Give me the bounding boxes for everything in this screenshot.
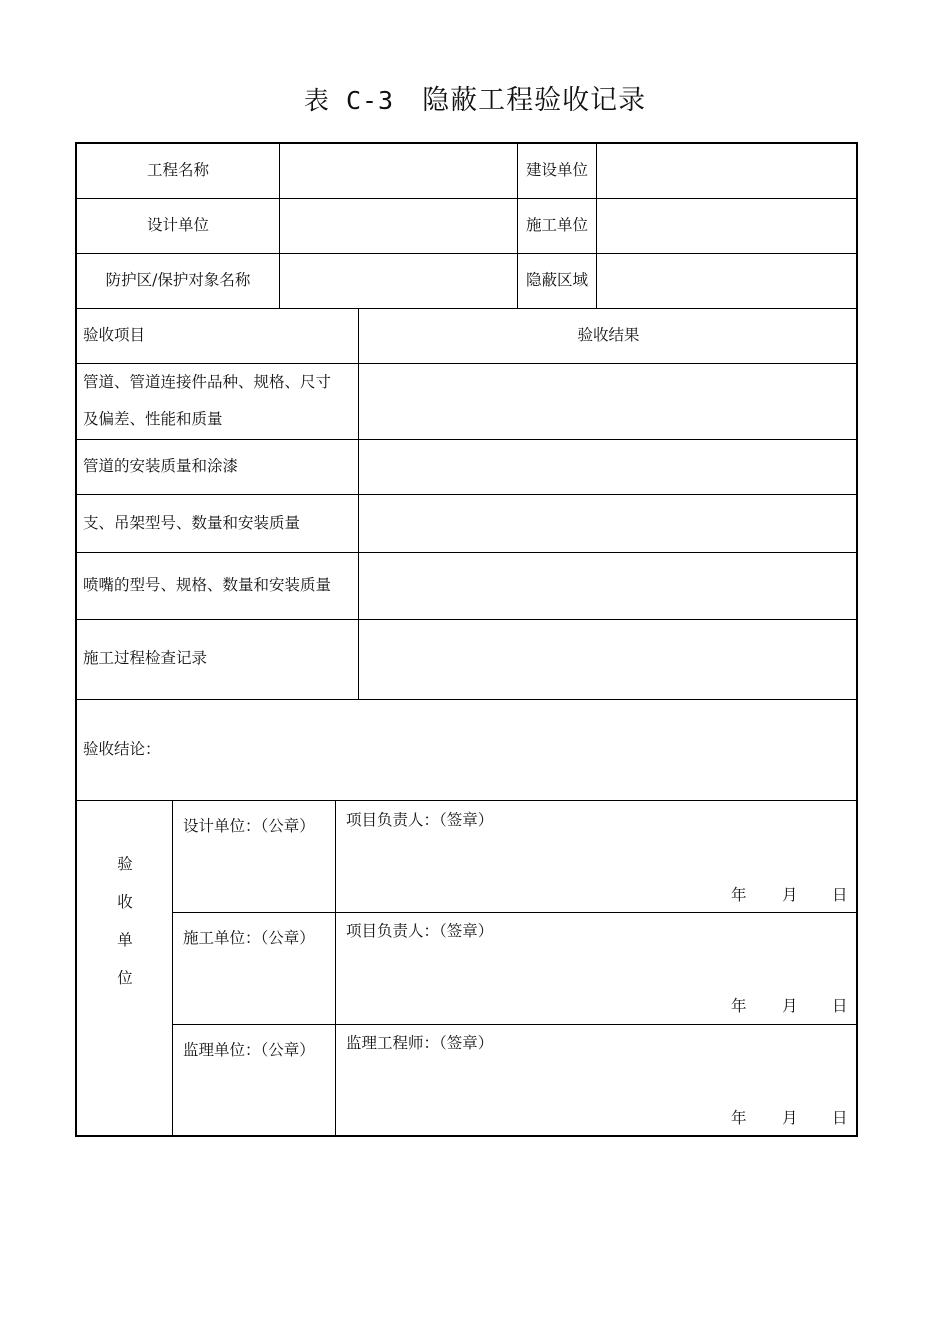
inspection-item: 喷嘴的型号、规格、数量和安装质量 — [83, 576, 332, 594]
row-divider — [75, 494, 858, 495]
unit-seal-label: 监理单位：（公章） — [183, 1041, 315, 1059]
table-code: 表 C-3 — [303, 86, 395, 115]
label-design-unit: 设计单位 — [146, 216, 209, 234]
date-month: 月 — [782, 997, 798, 1015]
date-day: 日 — [832, 997, 848, 1015]
inspection-item: 施工过程检查记录 — [83, 649, 208, 667]
column-divider — [172, 800, 173, 1137]
column-divider — [279, 142, 280, 308]
column-divider — [335, 800, 336, 1137]
row-divider — [75, 800, 858, 801]
side-label-char: 单 — [117, 931, 133, 949]
inspection-item: 支、吊架型号、数量和安装质量 — [83, 514, 301, 532]
row-divider — [75, 439, 858, 440]
column-divider — [358, 308, 359, 699]
date-year: 年 — [731, 1109, 747, 1127]
row-divider — [75, 253, 858, 254]
row-divider — [75, 198, 858, 199]
label-construction-unit: 施工单位 — [525, 216, 588, 234]
row-divider — [75, 699, 858, 700]
date-year: 年 — [731, 886, 747, 904]
table-title: 隐蔽工程验收记录 — [422, 85, 647, 116]
row-divider — [75, 552, 858, 553]
side-label-char: 位 — [117, 969, 133, 987]
date-year: 年 — [731, 997, 747, 1015]
inspection-result-header: 验收结果 — [577, 326, 640, 344]
acceptance-record-table — [75, 142, 858, 1137]
unit-seal-label: 施工单位：（公章） — [183, 929, 315, 947]
inspection-item-header: 验收项目 — [83, 326, 146, 344]
label-protected-area: 防护区/保护对象名称 — [105, 271, 251, 289]
unit-signer-label: 项目负责人：（签章） — [346, 811, 494, 829]
label-client: 建设单位 — [525, 161, 588, 179]
date-day: 日 — [832, 1109, 848, 1127]
page-title — [0, 78, 950, 117]
side-label-char: 验 — [117, 855, 133, 873]
row-divider — [75, 363, 858, 364]
inspection-item: 管道的安装质量和涂漆 — [83, 457, 239, 475]
label-project-name: 工程名称 — [146, 161, 209, 179]
row-divider — [172, 1024, 858, 1025]
inspection-item-continued: 及偏差、性能和质量 — [83, 410, 223, 428]
inspection-item: 管道、管道连接件品种、规格、尺寸 — [83, 373, 332, 391]
conclusion-label: 验收结论： — [83, 740, 161, 758]
row-divider — [75, 619, 858, 620]
column-divider — [596, 142, 597, 308]
unit-signer-label: 项目负责人：（签章） — [346, 922, 494, 940]
label-hidden-area: 隐蔽区域 — [525, 271, 588, 289]
row-divider — [172, 912, 858, 913]
unit-signer-label: 监理工程师：（签章） — [346, 1034, 494, 1052]
date-month: 月 — [782, 886, 798, 904]
date-month: 月 — [782, 1109, 798, 1127]
unit-seal-label: 设计单位：（公章） — [183, 817, 315, 835]
date-day: 日 — [832, 886, 848, 904]
row-divider — [75, 308, 858, 309]
side-label-char: 收 — [117, 893, 133, 911]
